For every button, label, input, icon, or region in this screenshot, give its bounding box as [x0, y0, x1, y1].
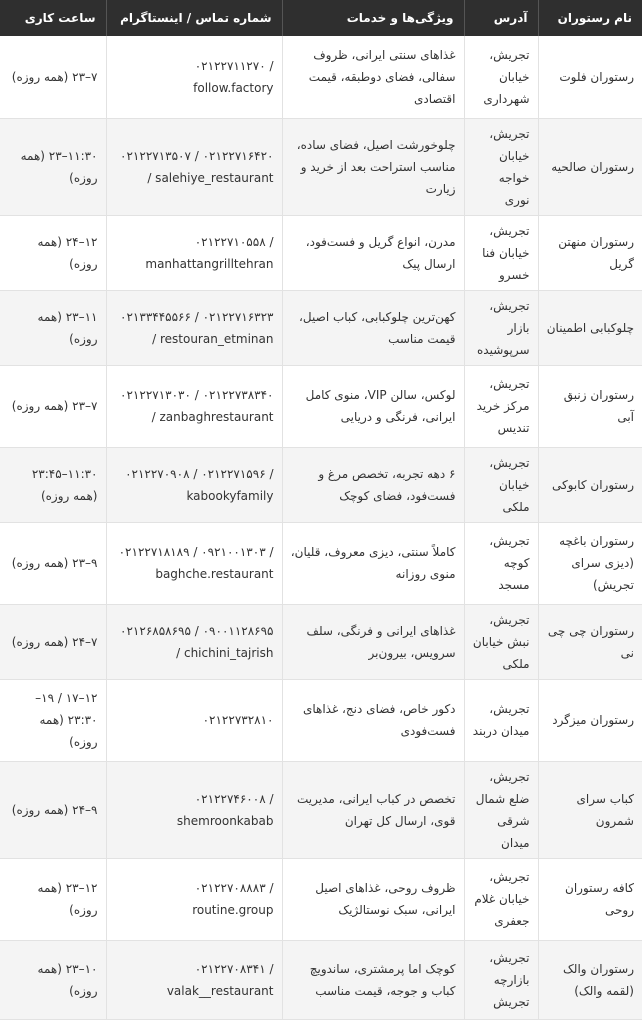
- cell-contact: [106, 679, 282, 761]
- cell-hours: ۱۱–۲۳ (همه روزه): [0, 290, 106, 365]
- cell-restaurant-name: کافه رستوران روحی: [538, 858, 642, 940]
- cell-address: تجریش، خیابان خواجه نوری: [464, 118, 538, 215]
- cell-features: دکور خاص، فضای دنج، غذاهای فست‌فودی: [282, 679, 464, 761]
- cell-features: تخصص در کباب ایرانی، مدیریت قوی، ارسال کل تهران: [282, 761, 464, 858]
- cell-restaurant-name: چلوکبابی اطمینان: [538, 290, 642, 365]
- contact-text: ۰۲۱۲۲۷۰۸۳۴۱ / valak__restaurant: [166, 961, 274, 998]
- cell-features: کهن‌ترین چلوکبابی، کباب اصیل، قیمت مناسب: [282, 290, 464, 365]
- cell-features: ظروف روحی، غذاهای اصیل ایرانی، سبک نوستالژیک: [282, 858, 464, 940]
- cell-restaurant-name: رستوران چی چی نی: [538, 604, 642, 679]
- cell-restaurant-name: رستوران کابوکی: [538, 447, 642, 522]
- cell-hours: ۱۰–۲۳ (همه روزه): [0, 940, 106, 1019]
- table-row: [0, 679, 642, 761]
- table-row: [0, 522, 642, 604]
- cell-restaurant-name: رستوران زنبق آبی: [538, 365, 642, 447]
- cell-contact: [106, 365, 282, 447]
- cell-restaurant-name: رستوران منهتن گریل: [538, 215, 642, 290]
- cell-contact: [106, 940, 282, 1019]
- table-row: [0, 604, 642, 679]
- contact-text: ۰۲۱۲۲۷۰۸۸۸۳ / routine.group: [192, 881, 274, 917]
- contact-text: ۰۲۱۲۲۷۱۳۰۳۰ / ۰۲۱۲۲۷۳۸۳۴۰ / zanbaghrestaurant: [120, 388, 274, 424]
- table-row: [0, 447, 642, 522]
- cell-restaurant-name: کباب سرای شمرون: [538, 761, 642, 858]
- contact-text: ۰۲۱۲۲۷۱۳۵۰۷ / ۰۲۱۲۲۷۱۶۴۲۰ / salehiye_restaurant: [120, 148, 274, 185]
- table-row: [0, 940, 642, 1019]
- cell-features: چلوخورشت اصیل، فضای ساده، مناسب استراحت بعد از خرید و زیارت: [282, 118, 464, 215]
- cell-hours: ۹–۲۴ (همه روزه): [0, 761, 106, 858]
- cell-restaurant-name: رستوران فلوت: [538, 36, 642, 118]
- header-contact: شماره تماس / اینستاگرام: [106, 0, 282, 36]
- cell-features: ۶ دهه تجربه، تخصص مرغ و فست‌فود، فضای کوچک: [282, 447, 464, 522]
- header-hours: ساعت کاری: [0, 0, 106, 36]
- cell-hours: ۱۲–۲۴ (همه روزه): [0, 215, 106, 290]
- cell-contact: [106, 215, 282, 290]
- contact-text: ۰۲۱۳۳۴۴۵۵۶۶ / ۰۲۱۲۲۷۱۶۳۲۳ / restouran_etminan: [120, 309, 274, 346]
- cell-features: کاملاً سنتی، دیزی معروف، قلیان، منوی روزانه: [282, 522, 464, 604]
- cell-address: تجریش، میدان دربند: [464, 679, 538, 761]
- contact-text: ۰۲۱۲۲۷۴۶۰۰۸ / shemroonkabab: [176, 791, 274, 828]
- cell-features: غذاهای سنتی ایرانی، ظروف سفالی، فضای دوطبقه، قیمت اقتصادی: [282, 36, 464, 118]
- cell-restaurant-name: رستوران میزگرد: [538, 679, 642, 761]
- cell-hours: ۹–۲۳ (همه روزه): [0, 522, 106, 604]
- cell-address: تجریش، خیابان فنا خسرو: [464, 215, 538, 290]
- cell-restaurant-name: رستوران صالحیه: [538, 118, 642, 215]
- cell-hours: ۷–۲۴ (همه روزه): [0, 604, 106, 679]
- cell-features: کوچک اما پرمشتری، ساندویچ کباب و جوجه، قیمت مناسب: [282, 940, 464, 1019]
- table-row: [0, 761, 642, 858]
- cell-address: تجریش، ضلع شمال شرقی میدان: [464, 761, 538, 858]
- contact-text: ۰۲۱۲۲۷۳۲۸۱۰: [202, 713, 274, 727]
- table-row: [0, 118, 642, 215]
- cell-address: تجریش، بازارچه تجریش: [464, 940, 538, 1019]
- cell-features: مدرن، انواع گریل و فست‌فود، ارسال پیک: [282, 215, 464, 290]
- header-address: آدرس: [464, 0, 538, 36]
- cell-contact: [106, 522, 282, 604]
- cell-restaurant-name: رستوران والک (لقمه والک): [538, 940, 642, 1019]
- cell-contact: [106, 761, 282, 858]
- table-row: [0, 858, 642, 940]
- table-row: [0, 36, 642, 118]
- table-row: [0, 365, 642, 447]
- cell-features: غذاهای ایرانی و فرنگی، سلف سرویس، بیرون‌بر: [282, 604, 464, 679]
- contact-text: ۰۲۱۲۲۷۰۹۰۸ / ۰۲۱۲۲۷۱۵۹۶ / kabookyfamily: [125, 466, 274, 503]
- cell-hours: ۱۲–۱۷ / ۱۹–۲۳:۳۰ (همه روزه): [0, 679, 106, 761]
- cell-hours: ۷–۲۳ (همه روزه): [0, 36, 106, 118]
- contact-text: ۰۲۱۲۲۷۱۸۱۸۹ / ۰۹۲۱۰۰۱۳۰۳ / baghche.restaurant: [118, 545, 274, 581]
- table-body: [0, 36, 642, 1019]
- table-row: [0, 215, 642, 290]
- contact-text: ۰۲۱۲۲۷۱۰۵۵۸ / manhattangrilltehran: [145, 234, 274, 271]
- table-header: [0, 0, 642, 36]
- cell-address: تجریش، خیابان ملکی: [464, 447, 538, 522]
- header-row: [0, 0, 642, 36]
- contact-text: ۰۲۱۲۶۸۵۸۶۹۵ / ۰۹۰۰۱۱۲۸۶۹۵ / chichini_tajrish: [120, 623, 274, 660]
- cell-restaurant-name: رستوران باغچه (دیزی سرای تجریش): [538, 522, 642, 604]
- cell-contact: [106, 604, 282, 679]
- cell-features: لوکس، سالن VIP، منوی کامل ایرانی، فرنگی و دریایی: [282, 365, 464, 447]
- cell-contact: [106, 447, 282, 522]
- cell-contact: [106, 858, 282, 940]
- header-features: ویژگی‌ها و خدمات: [282, 0, 464, 36]
- cell-contact: [106, 36, 282, 118]
- cell-hours: ۷–۲۳ (همه روزه): [0, 365, 106, 447]
- contact-text: ۰۲۱۲۲۷۱۱۲۷۰ / follow.factory: [193, 58, 274, 95]
- cell-address: تجریش، خیابان شهرداری: [464, 36, 538, 118]
- cell-contact: [106, 118, 282, 215]
- cell-address: تجریش، خیابان غلام جعفری: [464, 858, 538, 940]
- cell-address: تجریش، بازار سرپوشیده: [464, 290, 538, 365]
- cell-hours: ۱۱:۳۰–۲۳:۴۵ (همه روزه): [0, 447, 106, 522]
- cell-address: تجریش، مرکز خرید تندیس: [464, 365, 538, 447]
- header-name: نام رستوران: [538, 0, 642, 36]
- cell-hours: ۱۱:۳۰–۲۳ (همه روزه): [0, 118, 106, 215]
- cell-address: تجریش، نبش خیابان ملکی: [464, 604, 538, 679]
- cell-address: تجریش، کوچه مسجد: [464, 522, 538, 604]
- cell-hours: ۱۲–۲۳ (همه روزه): [0, 858, 106, 940]
- cell-contact: [106, 290, 282, 365]
- table-row: [0, 290, 642, 365]
